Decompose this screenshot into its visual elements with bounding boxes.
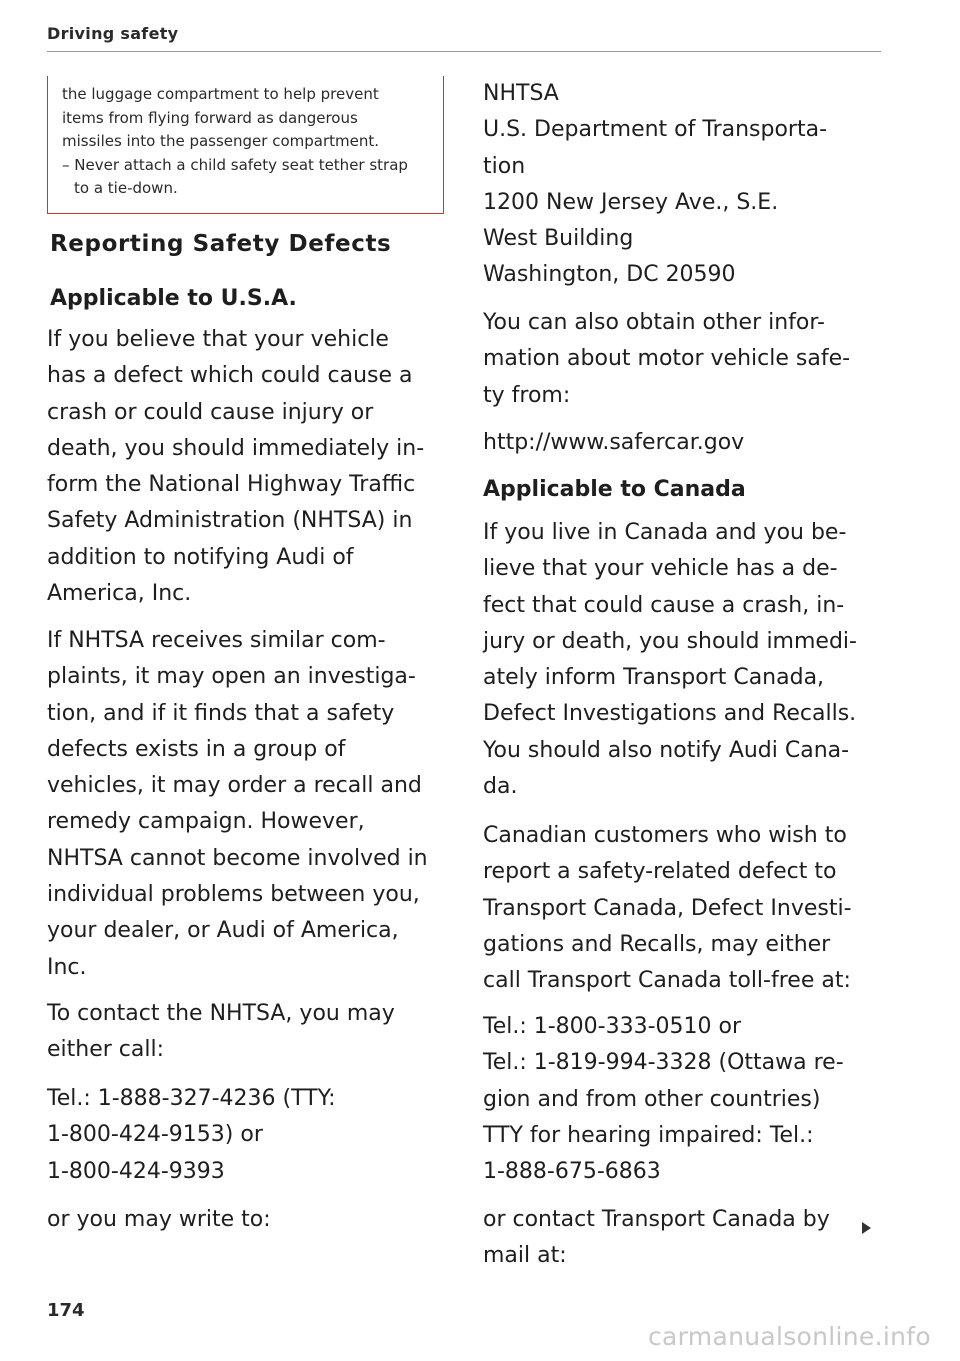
usa-paragraph-5: or you may write to: (47, 1207, 271, 1232)
canada-paragraph-4: or contact Transport Canada by mail at: (483, 1207, 830, 1269)
usa-heading: Applicable to U.S.A. (50, 286, 297, 311)
usa-paragraph-1: If you believe that your vehicle has a defect which could cause a crash or could cause injury or death, you should immediately in- form the National Highway Traffic Safety Administration (NHTSA) in addition to notifying Audi of America, Inc. (47, 327, 425, 607)
header-rule (47, 51, 881, 52)
continue-arrow-icon (862, 1222, 871, 1234)
usa-paragraph-2: If NHTSA receives similar com- plaints, it may open an investiga- tion, and if it finds that a safety defects exists in a group of vehicles, it may order a recall and remedy campaign. However, NHTSA cannot become involved in individual problems between you, your dealer, or Audi of America, Inc. (47, 628, 428, 980)
safercar-url: http://www.safercar.gov (483, 430, 745, 455)
warning-line: items from flying forward as dangerous (62, 108, 358, 127)
page-number: 174 (47, 1300, 85, 1321)
usa-phone-numbers: Tel.: 1-888-327-4236 (TTY: 1-800-424-9153) or 1-800-424-9393 (47, 1086, 336, 1184)
canada-paragraph-2: Canadian customers who wish to report a safety-related defect to Transport Canada, Defect Investi- gations and Recalls, may either call Transport Canada toll-free at: (483, 823, 852, 994)
warning-line: the luggage compartment to help prevent (62, 85, 379, 103)
canada-heading: Applicable to Canada (483, 477, 746, 502)
usa-paragraph-6: You can also obtain other infor- mation about motor vehicle safe- ty from: (483, 310, 851, 408)
canada-paragraph-1: If you live in Canada and you be- lieve that your vehicle has a de- fect that could cause a crash, in- jury or death, you should immedi- ately inform Transport Canada, Defect Investigations and Recalls. You should also notify Audi Cana- da. (483, 520, 857, 800)
warning-box (47, 76, 444, 214)
warning-bullet: – Never attach a child safety seat tether strap (62, 155, 408, 174)
section-title: Reporting Safety Defects (50, 231, 392, 257)
usa-paragraph-3: To contact the NHTSA, you may either call: (47, 1001, 395, 1063)
watermark: carmanualsonline.info (648, 1322, 931, 1351)
warning-line: missiles into the passenger compartment. (62, 132, 379, 150)
canada-phone-numbers: Tel.: 1-800-333-0510 or Tel.: 1-819-994-3328 (Ottawa re- gion and from other countries) TTY for hearing impaired: Tel.: 1-888-675-6863 (483, 1014, 844, 1185)
warning-line: to a tie-down. (74, 179, 178, 197)
nhtsa-address: NHTSA U.S. Department of Transporta- tion 1200 New Jersey Ave., S.E. West Building Washington, DC 20590 (483, 81, 828, 288)
running-header: Driving safety (47, 24, 179, 43)
